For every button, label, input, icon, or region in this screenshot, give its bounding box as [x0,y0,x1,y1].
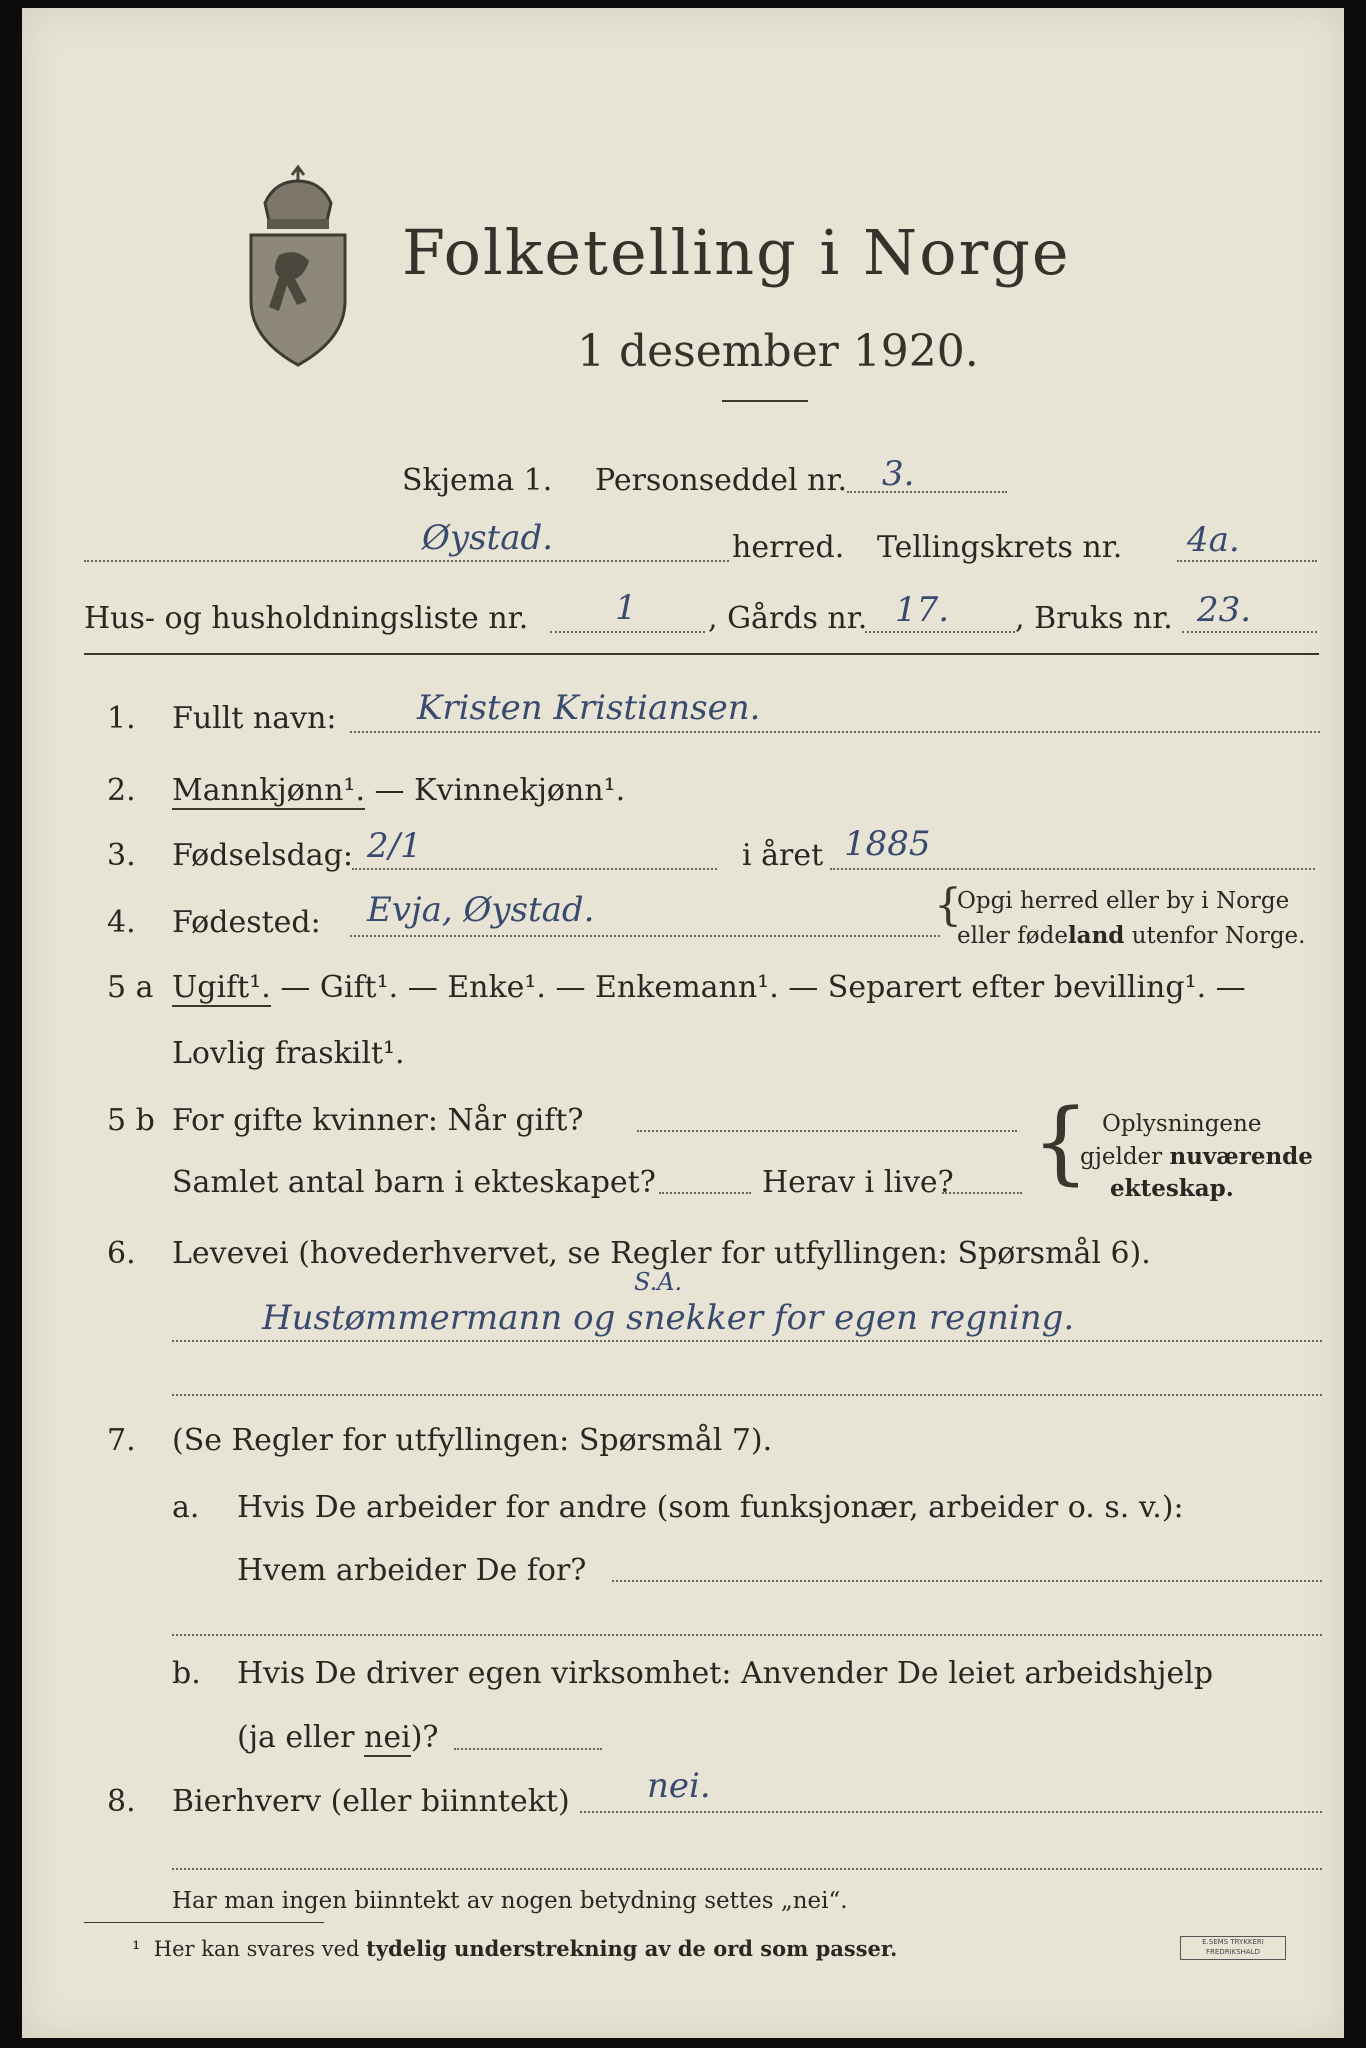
q2-separator: — [374,773,405,808]
q5a-options [172,970,1246,1005]
q5b-live-label: Herav i live? [762,1165,954,1200]
q4-note-line2 [957,922,1305,949]
birthday-value: 2/1 [367,826,422,866]
header-divider [84,653,1319,655]
q7b-letter: b. [172,1656,201,1691]
q6-line2 [172,1394,1322,1396]
q7-label: (Se Regler for utfyllingen: Spørsmål 7). [172,1423,773,1458]
birthplace-value: Evja, Øystad. [367,890,595,930]
nei-option: nei [364,1720,411,1755]
q5b-barn-line [659,1192,751,1194]
q4-note2b: land [1067,922,1125,949]
q5b-note2a: gjelder [1080,1144,1170,1170]
q7-number: 7. [107,1423,136,1458]
q5b-label: For gifte kvinner: Når gift? [172,1103,584,1138]
herred-line [84,560,729,562]
q7b-question [237,1720,438,1755]
coat-of-arms-icon [237,163,357,373]
nei-note: Har man ingen biinntekt av nogen betydning settes „nei“. [172,1888,848,1914]
mannkjonn-option: Mannkjønn¹. [172,773,365,808]
q5a-other-options: — Gift¹. — Enke¹. — Enkemann¹. — Separert efter bevilling¹. — [280,970,1246,1005]
tellingskrets-value: 4a. [1187,520,1240,560]
q8-line1 [580,1811,1322,1813]
q7b-q1: (ja eller [237,1720,365,1755]
occupation-value: Hustømmermann og snekker for egen regning. [262,1298,1075,1338]
q3-label: Fødselsdag: [172,838,353,873]
husliste-line [550,631,705,633]
q5b-married-line [637,1130,1017,1132]
q5b-note-line1: Oplysningene [1102,1111,1262,1137]
q7a-line2 [172,1634,1322,1636]
herred-value: Øystad. [422,518,554,558]
q7b-text: Hvis De driver egen virksomhet: Anvender De leiet arbeidshjelp [237,1656,1214,1691]
bruks-label: , Bruks nr. [1015,601,1173,636]
q4-note2a: eller føde [957,923,1068,949]
gards-label: , Gårds nr. [708,601,868,636]
gards-line [865,631,1015,633]
kvinnekjonn-option: Kvinnekjønn¹. [414,773,626,808]
q5b-barn-label: Samlet antal barn i ekteskapet? [172,1165,656,1200]
personseddel-line [847,491,1007,493]
q2-options [172,773,625,808]
printer-line1: E.SEMS TRYKKERI [1202,1938,1264,1946]
q6-number: 6. [107,1236,136,1271]
q7b-q2: )? [410,1720,439,1755]
tellingskrets-label: Tellingskrets nr. [877,530,1123,565]
gards-value: 17. [895,590,950,630]
year-line [830,868,1315,870]
q5b-note-line3: ekteskap. [1110,1175,1234,1202]
footnote [132,1936,897,1961]
q5a-number: 5 a [107,970,154,1005]
personseddel-value: 3. [882,454,915,494]
tellingskrets-line [1177,560,1317,562]
q7a-text: Hvis De arbeider for andre (som funksjonær, arbeider o. s. v.): [237,1490,1184,1525]
q3-number: 3. [107,838,136,873]
q5b-bracket: { [1032,1090,1090,1195]
herred-label: herred. [732,530,845,565]
q4-line [350,935,940,937]
q1-label: Fullt navn: [172,701,337,736]
q4-note2c: utenfor Norge. [1124,923,1306,949]
q7a-line1 [612,1580,1322,1582]
personseddel-label: Personseddel nr. [595,463,848,498]
q7a-question: Hvem arbeider De for? [237,1553,587,1588]
census-form-page [22,8,1344,2038]
q4-bracket: { [934,880,962,931]
census-date: 1 desember 1920. [577,326,979,377]
footnote-divider [84,1922,324,1923]
footnote-text-a: Her kan svares ved [153,1937,367,1961]
q7a-letter: a. [172,1490,200,1525]
q8-line2 [172,1868,1322,1870]
q5b-note-line2 [1080,1143,1313,1170]
husliste-label: Hus- og husholdningsliste nr. [84,601,529,636]
q7b-line [454,1748,602,1750]
printer-line2: FREDRIKSHALD [1205,1948,1260,1956]
q6-label: Levevei (hovederhvervet, se Regler for utfyllingen: Spørsmål 6). [172,1236,1151,1271]
q6-line1 [172,1340,1322,1342]
q8-label: Bierhverv (eller biinntekt) [172,1784,570,1819]
printer-stamp [1180,1936,1286,1960]
skjema-label: Skjema 1. [402,463,553,498]
q5b-note2b: nuværende [1169,1143,1313,1170]
q3-line [352,868,717,870]
form-title: Folketelling i Norge [402,216,1071,289]
q4-note-line1: Opgi herred eller by i Norge [957,888,1290,914]
title-divider [722,400,808,402]
bruks-line [1182,631,1317,633]
side-income-value: nei. [647,1766,711,1806]
q1-line [350,731,1320,733]
q4-number: 4. [107,905,136,940]
footnote-number: ¹ [132,1937,141,1961]
q2-number: 2. [107,773,136,808]
year-label: i året [742,838,824,873]
q5b-live-line [942,1192,1022,1194]
q5b-number: 5 b [107,1103,155,1138]
q4-label: Fødested: [172,905,321,940]
ugift-option: Ugift¹. [172,970,271,1005]
birth-year-value: 1885 [844,824,931,864]
q8-number: 8. [107,1784,136,1819]
full-name-value: Kristen Kristiansen. [417,688,761,728]
q5a-line2: Lovlig fraskilt¹. [172,1036,405,1071]
q1-number: 1. [107,701,136,736]
q6-annotation: S.A. [634,1268,683,1296]
footnote-text-b: tydelig understrekning av de ord som passer. [366,1936,898,1961]
bruks-value: 23. [1197,590,1252,630]
husliste-value: 1 [615,588,637,628]
